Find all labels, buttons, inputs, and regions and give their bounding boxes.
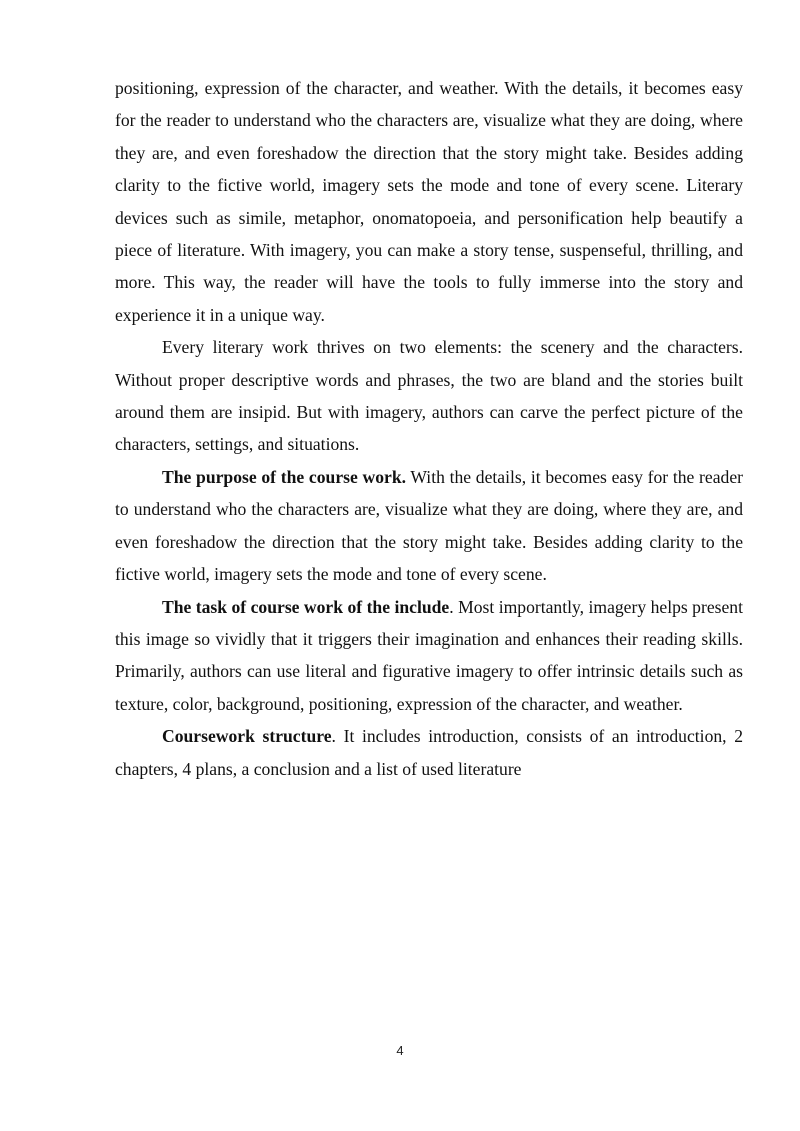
paragraph-text: Every literary work thrives on two elements: the scenery and the characters. Without proper descriptive words and phrases, the two are bland and the stories built around them are insipid. But with imagery, authors can carve the perfect picture of the characters, settings, and situations. [115,337,743,455]
page-body [115,72,743,785]
structure-heading: Coursework structure [162,726,332,747]
paragraph-purpose [115,461,743,591]
paragraph-text: positioning, expression of the character, and weather. With the details, it becomes easy for the reader to understand who the characters are, visualize what they are doing, where they are, and even foreshadow the direction that the story might take. Besides adding clarity to the fictive world, imagery sets the mode and tone of every scene. Literary devices such as simile, metaphor, onomatopoeia, and personification help beautify a piece of literature. With imagery, you can make a story tense, suspenseful, thrilling, and more. This way, the reader will have the tools to fully immerse into the story and experience it in a unique way. [115,78,743,325]
paragraph-literary-elements [115,331,743,461]
paragraph-text: With the details, it becomes easy for the reader to understand who the characters are, visualize what they are doing, where they are, and even foreshadow the direction that the story might take. Besides adding clarity to the fictive world, imagery sets the mode and tone of every scene. [115,466,743,585]
paragraph-text: . Most importantly, imagery helps present this image so vividly that it triggers their imagination and enhances their reading skills. Primarily, authors can use literal and figurative imagery to offer intrinsic details such as texture, color, background, positioning, expression of the character, and weather. [115,596,743,714]
paragraph-structure [115,720,743,785]
paragraph-continued [115,72,743,331]
page-number: 4 [396,1043,404,1058]
task-heading: The task of course work of the include [162,596,450,617]
paragraph-text: . It includes introduction, consists of an introduction, 2 chapters, 4 plans, a conclusion and a list of used literature [115,726,743,779]
purpose-heading: The purpose of the course work. [162,466,406,487]
paragraph-task [115,591,743,721]
